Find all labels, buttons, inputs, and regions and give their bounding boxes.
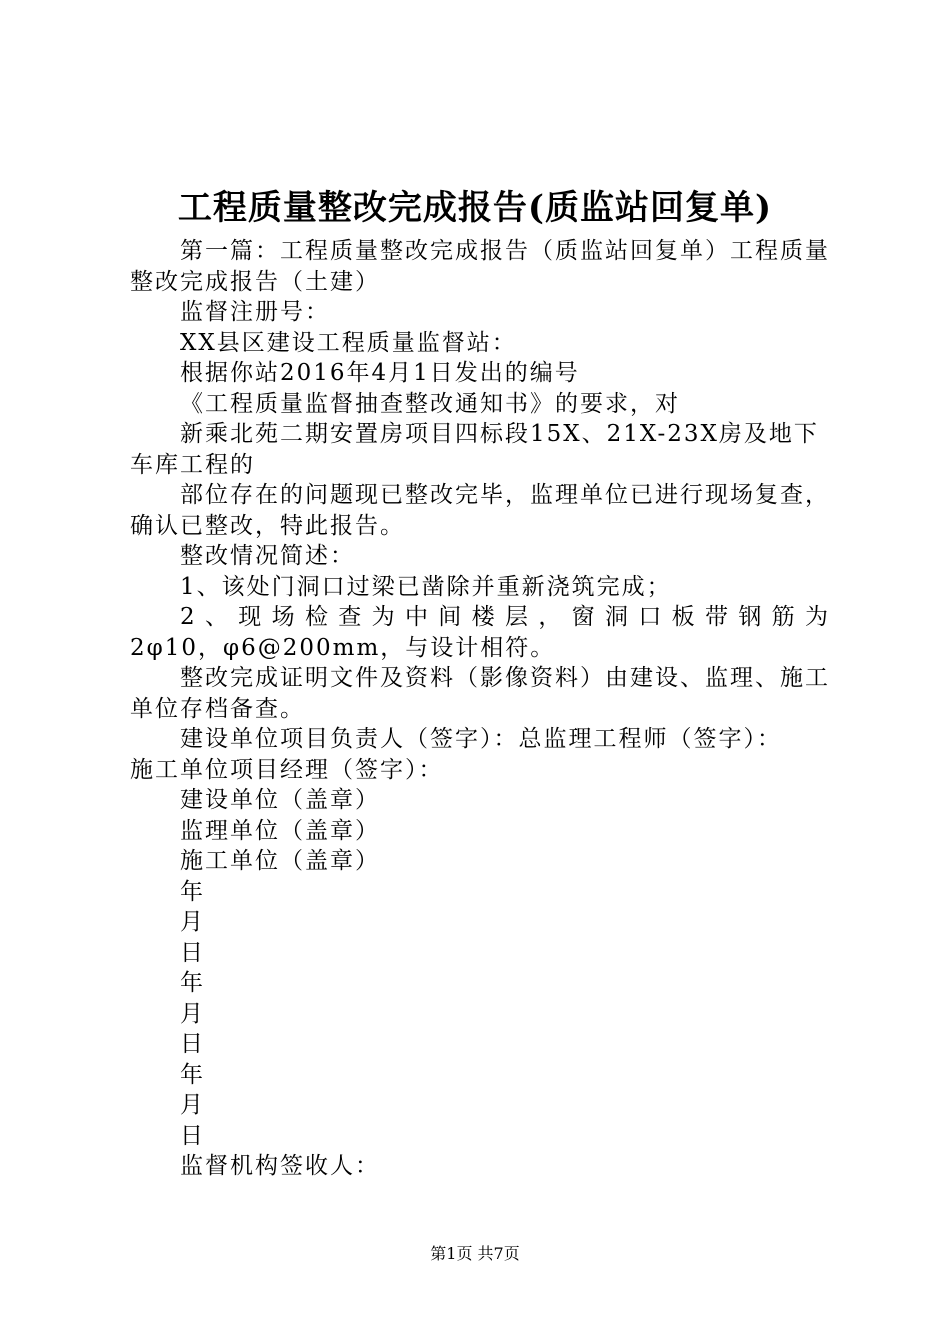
- date-month-2: 月: [180, 1000, 205, 1027]
- date-day-3: 日: [180, 1122, 205, 1149]
- date-day-2: 日: [180, 1031, 205, 1057]
- paragraph-project: 新乘北苑二期安置房项目四标段15X、21X-23X房及地下车库工程的: [130, 421, 819, 478]
- paragraph-signatures: 建设单位项目负责人（签字）：总监理工程师（签字）：: [180, 726, 782, 752]
- paragraph-notice-date: 根据你站2016年4月1日发出的编号: [180, 360, 580, 386]
- document-title: 工程质量整改完成报告(质监站回复单): [177, 188, 773, 228]
- paragraph-recipient: XX县区建设工程质量监督站：: [180, 329, 517, 356]
- paragraph-seal-contractor: 施工单位（盖章）: [180, 848, 380, 874]
- date-year-1: 年: [180, 878, 205, 905]
- paragraph-seal-owner: 建设单位（盖章）: [180, 787, 380, 813]
- paragraph-signature-contractor: 施工单位项目经理（签字）：: [130, 756, 444, 783]
- date-month-1: 月: [180, 909, 205, 935]
- paragraph-summary-heading: 整改情况简述：: [180, 543, 355, 569]
- paragraph-archive: 整改完成证明文件及资料（影像资料）由建设、监理、施工单位存档备查。: [130, 665, 830, 722]
- paragraph-rectified: 部位存在的问题现已整改完毕，监理单位已进行现场复查，确认已整改，特此报告。: [130, 482, 830, 539]
- paragraph-notice-title: 《工程质量监督抽查整改通知书》的要求，对: [180, 390, 680, 417]
- paragraph-receiver: 监督机构签收人：: [180, 1153, 380, 1179]
- date-year-2: 年: [180, 970, 205, 996]
- paragraph-seal-supervisor: 监理单位（盖章）: [180, 817, 380, 844]
- document-body: [130, 236, 830, 1182]
- paragraph-registration-no: 监督注册号：: [180, 299, 330, 325]
- date-month-3: 月: [180, 1092, 205, 1118]
- paragraph-intro: 第一篇：工程质量整改完成报告（质监站回复单）工程质量整改完成报告（土建）: [130, 238, 830, 295]
- page-footer: 第1页 共7页: [430, 1244, 520, 1263]
- paragraph-item-2: 2、现场检查为中间楼层，窗洞口板带钢筋为: [180, 604, 830, 630]
- date-year-3: 年: [180, 1061, 205, 1088]
- date-day-1: 日: [180, 939, 205, 966]
- paragraph-item-1: 1、该处门洞口过梁已凿除并重新浇筑完成；: [180, 573, 672, 600]
- paragraph-item-2-cont: 2φ10，φ6@200mm，与设计相符。: [130, 634, 556, 661]
